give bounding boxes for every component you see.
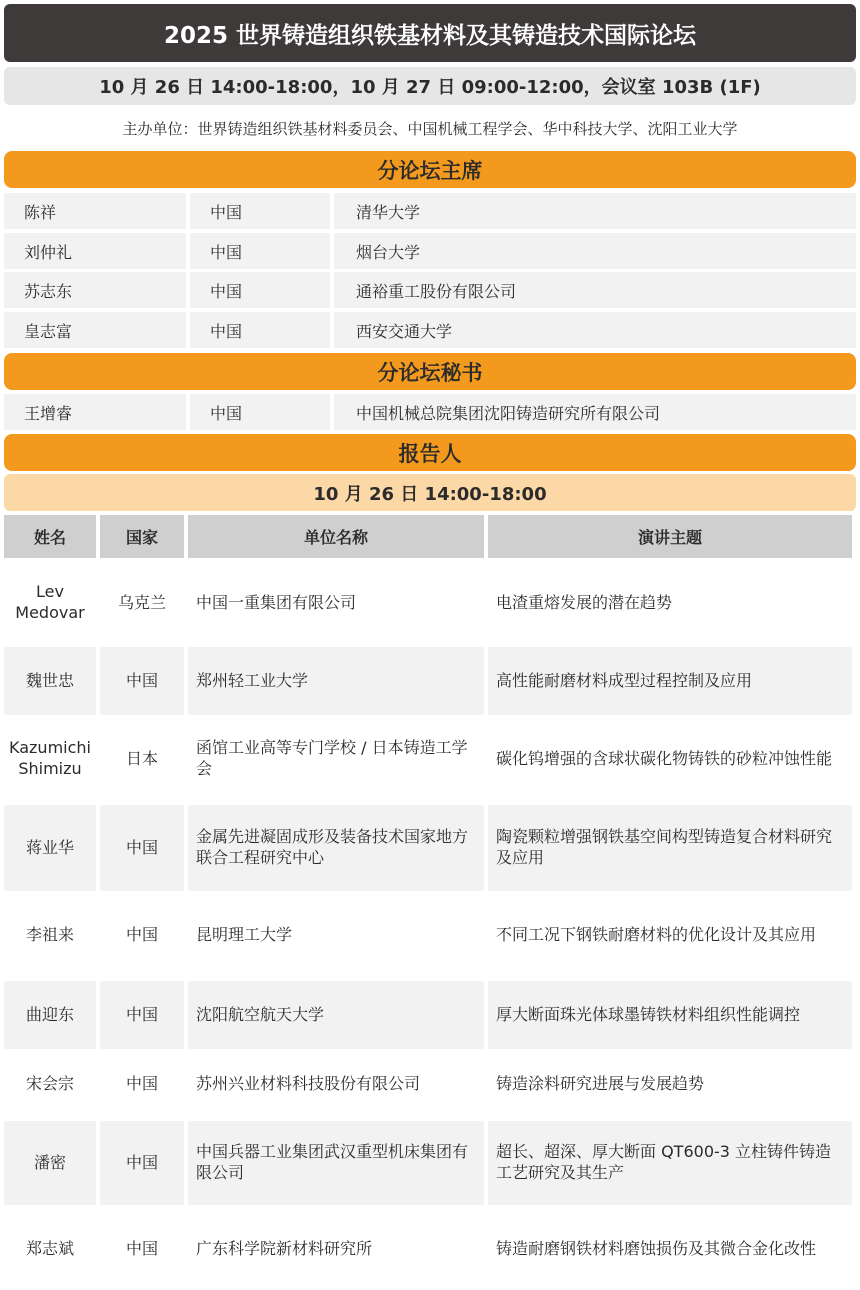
speaker-name: 魏世忠 <box>4 647 96 715</box>
speaker-name: 蒋业华 <box>4 805 96 891</box>
secretary-country: 中国 <box>190 394 330 430</box>
speaker-name: 曲迎东 <box>4 981 96 1049</box>
column-header-country: 国家 <box>100 515 184 558</box>
speaker-org: 中国兵器工业集团武汉重型机床集团有限公司 <box>188 1121 484 1205</box>
speaker-name: 郑志斌 <box>25 1238 74 1258</box>
secretary-heading: 分论坛秘书 <box>4 353 856 390</box>
table-row <box>4 897 856 973</box>
speaker-country: 中国 <box>100 981 184 1049</box>
speaker-org: 苏州兴业材料科技股份有限公司 <box>196 1073 421 1093</box>
table-row <box>4 1211 856 1287</box>
speaker-name: Kazumichi Shimizu <box>9 738 91 778</box>
speaker-topic: 电渣重熔发展的潜在趋势 <box>496 592 673 612</box>
speaker-topic: 厚大断面珠光体球墨铸铁材料组织性能调控 <box>488 981 852 1049</box>
speaker-topic: 不同工况下钢铁耐磨材料的优化设计及其应用 <box>496 924 817 944</box>
table-row <box>4 719 856 799</box>
secretary-org: 中国机械总院集团沈阳铸造研究所有限公司 <box>334 394 856 430</box>
speaker-org: 郑州轻工业大学 <box>188 647 484 715</box>
chair-name: 陈祥 <box>4 193 186 229</box>
chair-org: 清华大学 <box>334 193 856 229</box>
speaker-country: 中国 <box>125 924 158 944</box>
chair-row <box>4 193 856 229</box>
speaker-org: 函馆工业高等专门学校 / 日本铸造工学会 <box>196 738 468 778</box>
table-row <box>4 981 856 1049</box>
table-row <box>4 805 856 891</box>
speaker-country: 中国 <box>100 805 184 891</box>
chair-row <box>4 233 856 269</box>
chair-org: 烟台大学 <box>334 233 856 269</box>
chair-country: 中国 <box>190 272 330 308</box>
chair-name: 刘仲礼 <box>4 233 186 269</box>
table-row <box>4 1053 856 1115</box>
speakers-heading: 报告人 <box>4 434 856 471</box>
chair-name: 皇志富 <box>4 312 186 348</box>
speaker-org: 昆明理工大学 <box>196 924 293 944</box>
chair-country: 中国 <box>190 312 330 348</box>
speaker-topic: 铸造耐磨钢铁材料磨蚀损伤及其微合金化改性 <box>496 1238 817 1258</box>
speaker-org: 中国一重集团有限公司 <box>196 592 357 612</box>
column-header-topic: 演讲主题 <box>488 515 852 558</box>
secretary-row <box>4 394 856 430</box>
table-header <box>4 515 856 558</box>
speaker-country: 乌克兰 <box>117 592 166 612</box>
speaker-topic: 铸造涂料研究进展与发展趋势 <box>496 1073 705 1093</box>
session-time: 10 月 26 日 14:00-18:00 <box>4 474 856 511</box>
chair-country: 中国 <box>190 233 330 269</box>
speaker-org: 沈阳航空航天大学 <box>188 981 484 1049</box>
speaker-org: 广东科学院新材料研究所 <box>196 1238 373 1258</box>
speaker-topic: 陶瓷颗粒增强钢铁基空间构型铸造复合材料研究及应用 <box>488 805 852 891</box>
speaker-name: Lev Medovar <box>15 582 85 622</box>
table-row <box>4 647 856 715</box>
speaker-name: 李祖来 <box>25 924 74 944</box>
column-header-name: 姓名 <box>4 515 96 558</box>
speaker-name: 宋会宗 <box>25 1073 74 1093</box>
speaker-org: 金属先进凝固成形及装备技术国家地方联合工程研究中心 <box>188 805 484 891</box>
forum-title: 2025 世界铸造组织铁基材料及其铸造技术国际论坛 <box>4 4 856 62</box>
speaker-name: 潘密 <box>4 1121 96 1205</box>
secretary-name: 王增睿 <box>4 394 186 430</box>
chair-country: 中国 <box>190 193 330 229</box>
chair-row <box>4 312 856 348</box>
speaker-country: 中国 <box>125 1238 158 1258</box>
speaker-country: 中国 <box>100 647 184 715</box>
speaker-country: 日本 <box>125 748 158 768</box>
speaker-country: 中国 <box>125 1073 158 1093</box>
speaker-topic: 高性能耐磨材料成型过程控制及应用 <box>488 647 852 715</box>
column-header-org: 单位名称 <box>188 515 484 558</box>
table-row <box>4 1121 856 1205</box>
speaker-country: 中国 <box>100 1121 184 1205</box>
chair-name: 苏志东 <box>4 272 186 308</box>
chair-org: 通裕重工股份有限公司 <box>334 272 856 308</box>
table-row <box>4 565 856 641</box>
speaker-topic: 碳化钨增强的含球状碳化物铸铁的砂粒冲蚀性能 <box>496 748 833 768</box>
organizers-line: 主办单位：世界铸造组织铁基材料委员会、中国机械工程学会、华中科技大学、沈阳工业大学 <box>122 119 738 138</box>
chairs-heading: 分论坛主席 <box>4 151 856 188</box>
forum-datetime: 10 月 26 日 14:00-18:00，10 月 27 日 09:00-12:00，会议室 103B (1F) <box>4 67 856 105</box>
speaker-topic: 超长、超深、厚大断面 QT600-3 立柱铸件铸造工艺研究及其生产 <box>488 1121 852 1205</box>
chair-org: 西安交通大学 <box>334 312 856 348</box>
chair-row <box>4 272 856 308</box>
